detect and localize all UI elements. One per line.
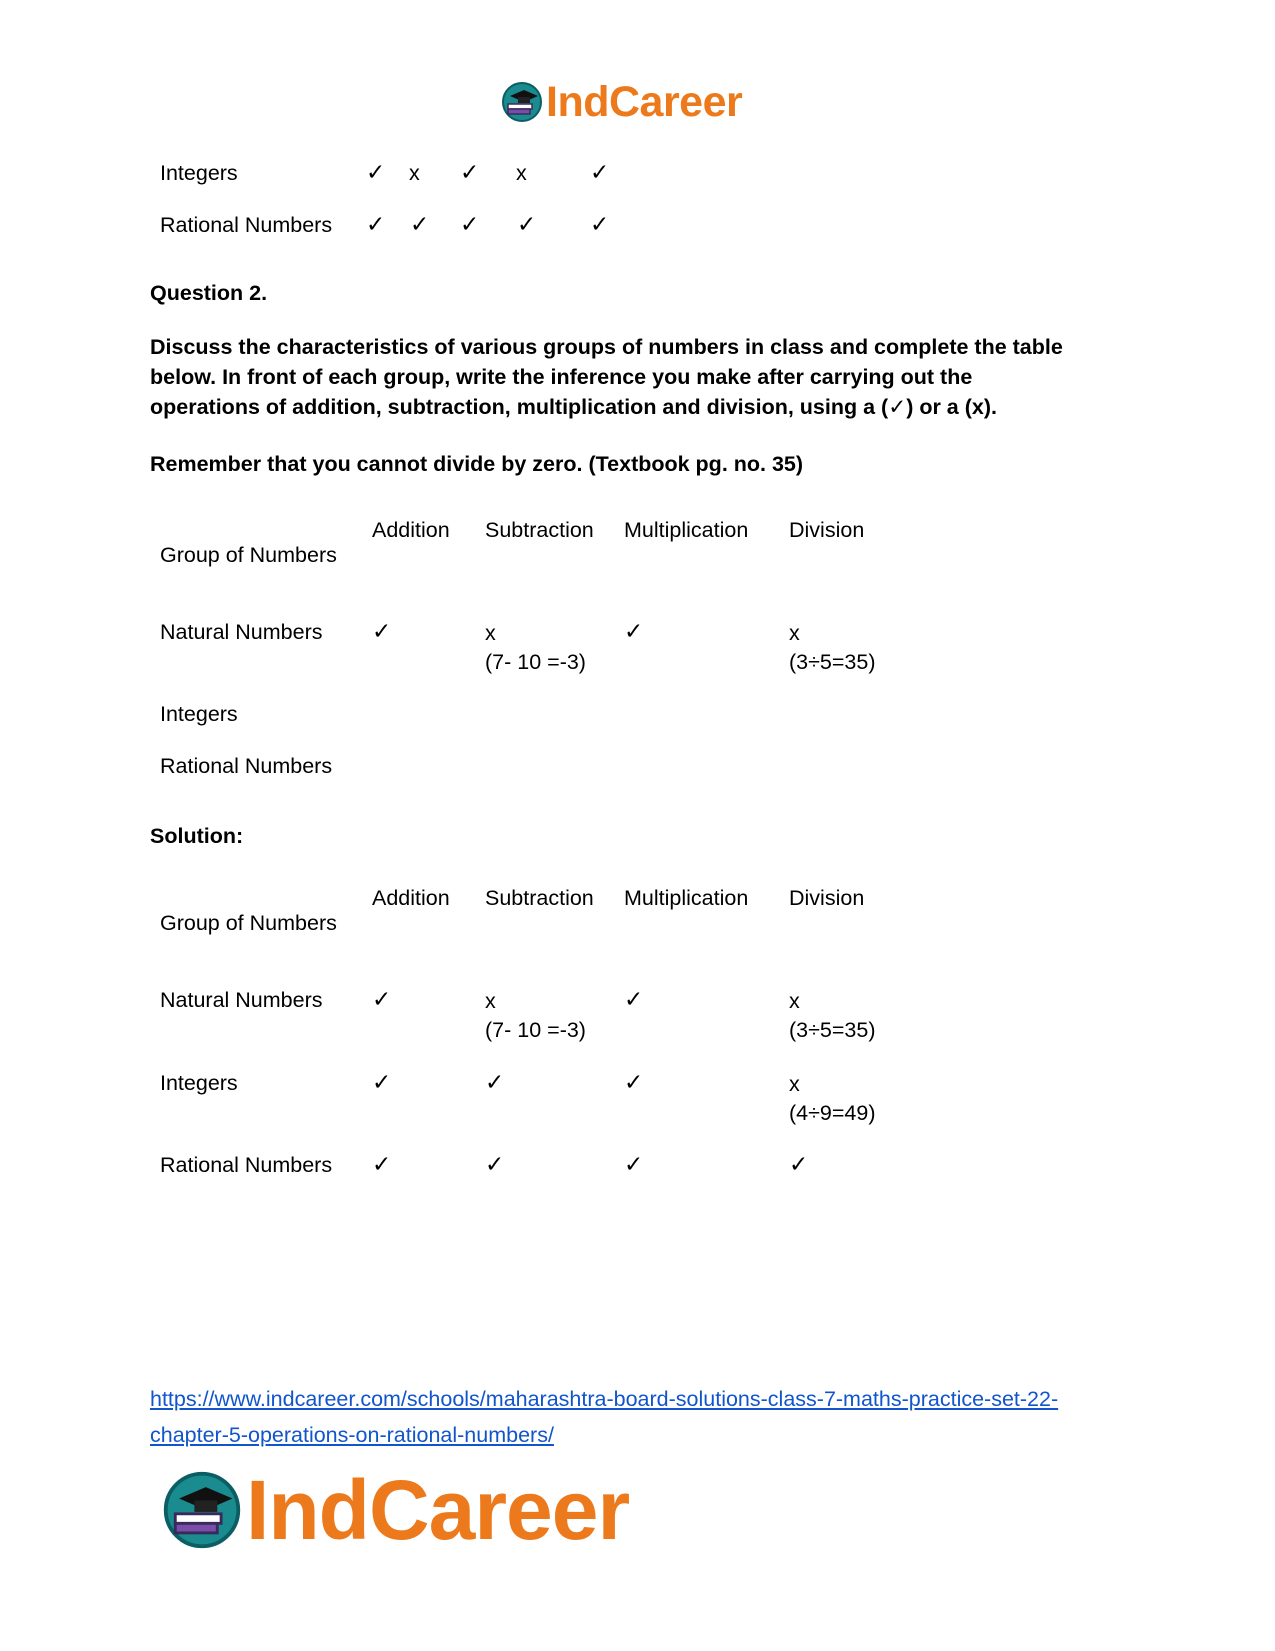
s-header-group: Group of Numbers (160, 911, 337, 935)
s-row-integers-mul: ✓ (624, 1070, 644, 1096)
top-row-rational-mark-1: ✓ (366, 212, 386, 238)
s-row-natural-label: Natural Numbers (160, 988, 323, 1012)
top-row-rational-label: Rational Numbers (160, 213, 333, 237)
s-row-rational-label: Rational Numbers (160, 1153, 333, 1177)
q-row-natural-div: x (789, 621, 800, 645)
s-row-rational-mul: ✓ (624, 1152, 644, 1178)
question-text (150, 332, 1150, 422)
footer-logo-text: IndCareer (246, 1463, 630, 1557)
top-row-rational-mark-2: ✓ (410, 212, 430, 238)
graduation-book-globe-icon (500, 80, 544, 124)
q-row-natural-add: ✓ (372, 619, 392, 645)
footer-logo (160, 1463, 630, 1557)
s-row-natural-div: x (789, 989, 800, 1013)
q-row-rational-label: Rational Numbers (160, 754, 333, 778)
s-row-rational-div: ✓ (789, 1152, 809, 1178)
s-row-integers-div: x (789, 1072, 800, 1096)
header-logo-text: IndCareer (546, 77, 743, 126)
s-header-division: Division (789, 886, 865, 910)
s-row-integers-div-example: (4÷9=49) (789, 1101, 876, 1125)
s-row-integers-label: Integers (160, 1071, 238, 1095)
graduation-book-globe-icon (160, 1468, 244, 1552)
top-row-rational-mark-4: ✓ (517, 212, 537, 238)
s-row-natural-sub-example: (7- 10 =-3) (485, 1018, 586, 1042)
s-header-addition: Addition (372, 886, 450, 910)
s-row-integers-sub: ✓ (485, 1070, 505, 1096)
top-row-integers-label: Integers (160, 161, 238, 185)
question-line-2: below. In front of each group, write the inference you make after carrying out the (150, 365, 973, 389)
s-header-subtraction: Subtraction (485, 886, 594, 910)
footer-link-line-1[interactable]: https://www.indcareer.com/schools/maharashtra-board-solutions-class-7-maths-practice-set-22- (150, 1387, 1059, 1411)
q-header-multiplication: Multiplication (624, 518, 749, 542)
solution-heading: Solution: (150, 824, 244, 848)
question-note: Remember that you cannot divide by zero. (Textbook pg. no. 35) (150, 452, 804, 476)
question-line-1: Discuss the characteristics of various groups of numbers in class and complete the table (150, 335, 1063, 359)
q-header-addition: Addition (372, 518, 450, 542)
s-row-natural-mul: ✓ (624, 987, 644, 1013)
q-header-subtraction: Subtraction (485, 518, 594, 542)
s-row-rational-add: ✓ (372, 1152, 392, 1178)
s-row-natural-sub: x (485, 989, 496, 1013)
s-row-natural-add: ✓ (372, 987, 392, 1013)
q-row-integers-label: Integers (160, 702, 238, 726)
s-row-rational-sub: ✓ (485, 1152, 505, 1178)
q-row-natural-div-example: (3÷5=35) (789, 650, 876, 674)
q-row-natural-mul: ✓ (624, 619, 644, 645)
footer-link[interactable] (150, 1381, 1058, 1453)
q-header-group: Group of Numbers (160, 543, 337, 567)
s-row-natural-div-example: (3÷5=35) (789, 1018, 876, 1042)
top-row-integers-mark-5: ✓ (590, 160, 610, 186)
top-row-rational-mark-3: ✓ (460, 212, 480, 238)
question-heading: Question 2. (150, 281, 268, 305)
footer-link-line-2[interactable]: chapter-5-operations-on-rational-numbers/ (150, 1423, 554, 1447)
q-row-natural-sub-example: (7- 10 =-3) (485, 650, 586, 674)
top-row-integers-mark-4: x (516, 161, 527, 185)
header-logo (500, 77, 743, 126)
q-row-natural-label: Natural Numbers (160, 620, 323, 644)
s-header-multiplication: Multiplication (624, 886, 749, 910)
top-row-integers-mark-1: ✓ (366, 160, 386, 186)
top-row-integers-mark-2: x (409, 161, 420, 185)
q-header-division: Division (789, 518, 865, 542)
question-line-3: operations of addition, subtraction, multiplication and division, using a (✓) or a (x). (150, 395, 997, 419)
top-row-integers-mark-3: ✓ (460, 160, 480, 186)
s-row-integers-add: ✓ (372, 1070, 392, 1096)
top-row-rational-mark-5: ✓ (590, 212, 610, 238)
q-row-natural-sub: x (485, 621, 496, 645)
